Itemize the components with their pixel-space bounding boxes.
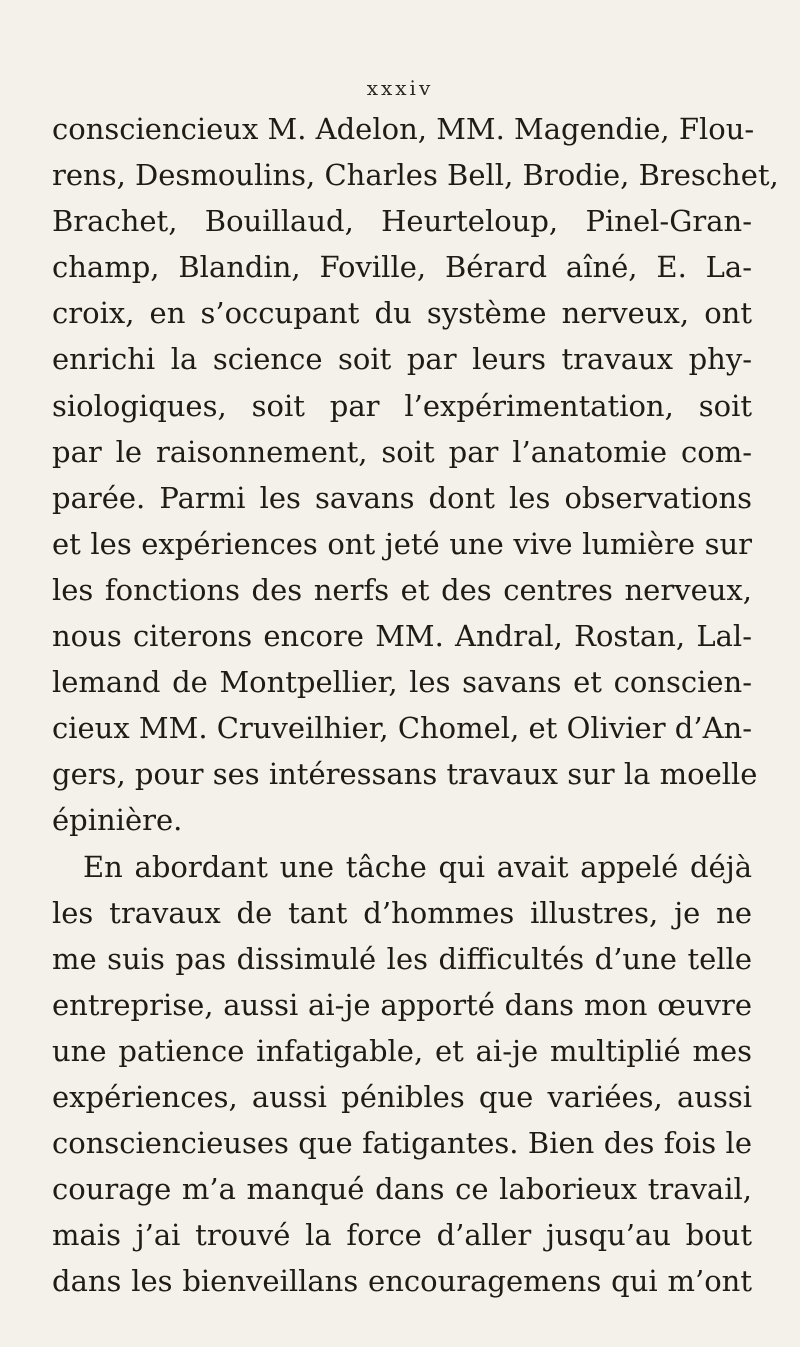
text-line: cieux MM. Cruveilhier, Chomel, et Olivier d’An- [52, 711, 752, 746]
text-line: champ, Blandin, Foville, Bérard aîné, E. La- [52, 250, 752, 285]
text-line: entreprise, aussi ai-je apporté dans mon œuvre [52, 987, 752, 1022]
text-line: consciencieux M. Adelon, MM. Magendie, Flou- [52, 112, 755, 146]
text-line: gers, pour ses intéressans travaux sur la moelle [52, 757, 758, 792]
text-line: enrichi la science soit par leurs travaux phy- [52, 342, 752, 377]
text-line: les fonctions des nerfs et des centres nerveux, [52, 572, 752, 607]
text-line: lemand de Montpellier, les savans et conscien- [52, 665, 752, 700]
paragraph-start-line: En abordant une tâche qui avait appelé déjà [83, 849, 752, 884]
text-line: courage m’a manqué dans ce laborieux travail, [52, 1172, 752, 1207]
text-line: rens, Desmoulins, Charles Bell, Brodie, Breschet, [52, 158, 779, 193]
text-line: mais j’ai trouvé la force d’aller jusqu’au bout [52, 1218, 752, 1253]
body-text [52, 106, 779, 1304]
text-line: croix, en s’occupant du système nerveux, ont [52, 296, 752, 331]
text-line: me suis pas dissimulé les difficultés d’une telle [52, 941, 752, 976]
text-line: les travaux de tant d’hommes illustres, je ne [52, 895, 752, 930]
text-line: parée. Parmi les savans dont les observations [52, 480, 752, 515]
text-line: une patience infatigable, et ai-je multiplié mes [52, 1033, 752, 1068]
text-line: dans les bienveillans encouragemens qui m’ont [52, 1264, 752, 1299]
text-line: siologiques, soit par l’expérimentation, soit [52, 388, 752, 423]
text-line: consciencieuses que fatigantes. Bien des fois le [52, 1126, 752, 1161]
text-line: nous citerons encore MM. Andral, Rostan, Lal- [52, 619, 752, 654]
text-line: expériences, aussi pénibles que variées, aussi [52, 1079, 752, 1114]
text-line: par le raisonnement, soit par l’anatomie com- [52, 434, 752, 469]
text-line: et les expériences ont jeté une vive lumière sur [52, 526, 752, 561]
page-number: xxxiv [366, 76, 434, 100]
text-line: Brachet, Bouillaud, Heurteloup, Pinel-Gran- [52, 204, 752, 239]
paragraph-end-line: épinière. [52, 803, 183, 838]
